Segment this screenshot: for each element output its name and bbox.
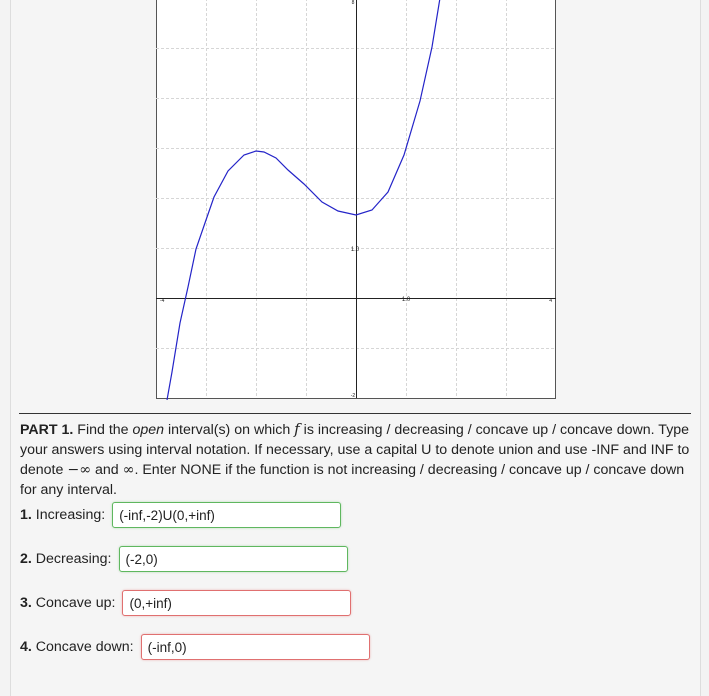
question-label (20, 507, 105, 523)
open-word: open (132, 422, 165, 438)
question-number: 3. (20, 595, 32, 611)
question-text: Decreasing: (31, 551, 112, 567)
part-heading: PART 1. (20, 422, 74, 438)
question-number: 4. (20, 639, 32, 655)
problem-page (10, 0, 701, 696)
y-tick-label: 1.0 (350, 247, 360, 253)
function-symbol: f (294, 420, 300, 438)
positive-infinity: ∞ (122, 462, 135, 478)
question-number: 1. (20, 507, 32, 523)
y-tick-top: 8 (351, 0, 355, 6)
instruction-text: . Enter NONE if the function is not increasing / decreasing / concave up / concave down for any interval. (20, 462, 685, 498)
increasing-answer-input[interactable] (112, 502, 341, 528)
decreasing-answer-input[interactable] (119, 546, 348, 572)
question-text: Concave down: (31, 639, 134, 655)
function-graph (156, 0, 556, 400)
x-tick-label: 1.0 (401, 297, 411, 303)
instruction-text: and (91, 462, 123, 478)
x-left-label: -4 (160, 298, 165, 304)
negative-infinity: −∞ (67, 462, 92, 478)
x-right-label: 4 (549, 298, 552, 304)
y-bottom-label: -2 (350, 393, 356, 399)
question-label (20, 639, 134, 655)
instruction-text: Find the (73, 422, 133, 438)
concave-up-answer-input[interactable] (122, 590, 351, 616)
question-concave-up (20, 588, 351, 618)
question-concave-down (20, 632, 370, 662)
question-text: Increasing: (31, 507, 106, 523)
question-number: 2. (20, 551, 32, 567)
question-increasing (20, 500, 341, 530)
concave-down-answer-input[interactable] (141, 634, 370, 660)
question-decreasing (20, 544, 348, 574)
instruction-text: is increasing / decreasing / concave up / concave down. Type your answers using interval notation. If necessary, use a capital U to denote union and use -INF and INF to denote (20, 422, 690, 478)
question-label (20, 595, 115, 611)
section-divider (19, 413, 691, 414)
instruction-text: interval(s) on which (164, 422, 295, 438)
question-text: Concave up: (31, 595, 116, 611)
question-label (20, 551, 112, 567)
problem-statement (20, 419, 692, 500)
